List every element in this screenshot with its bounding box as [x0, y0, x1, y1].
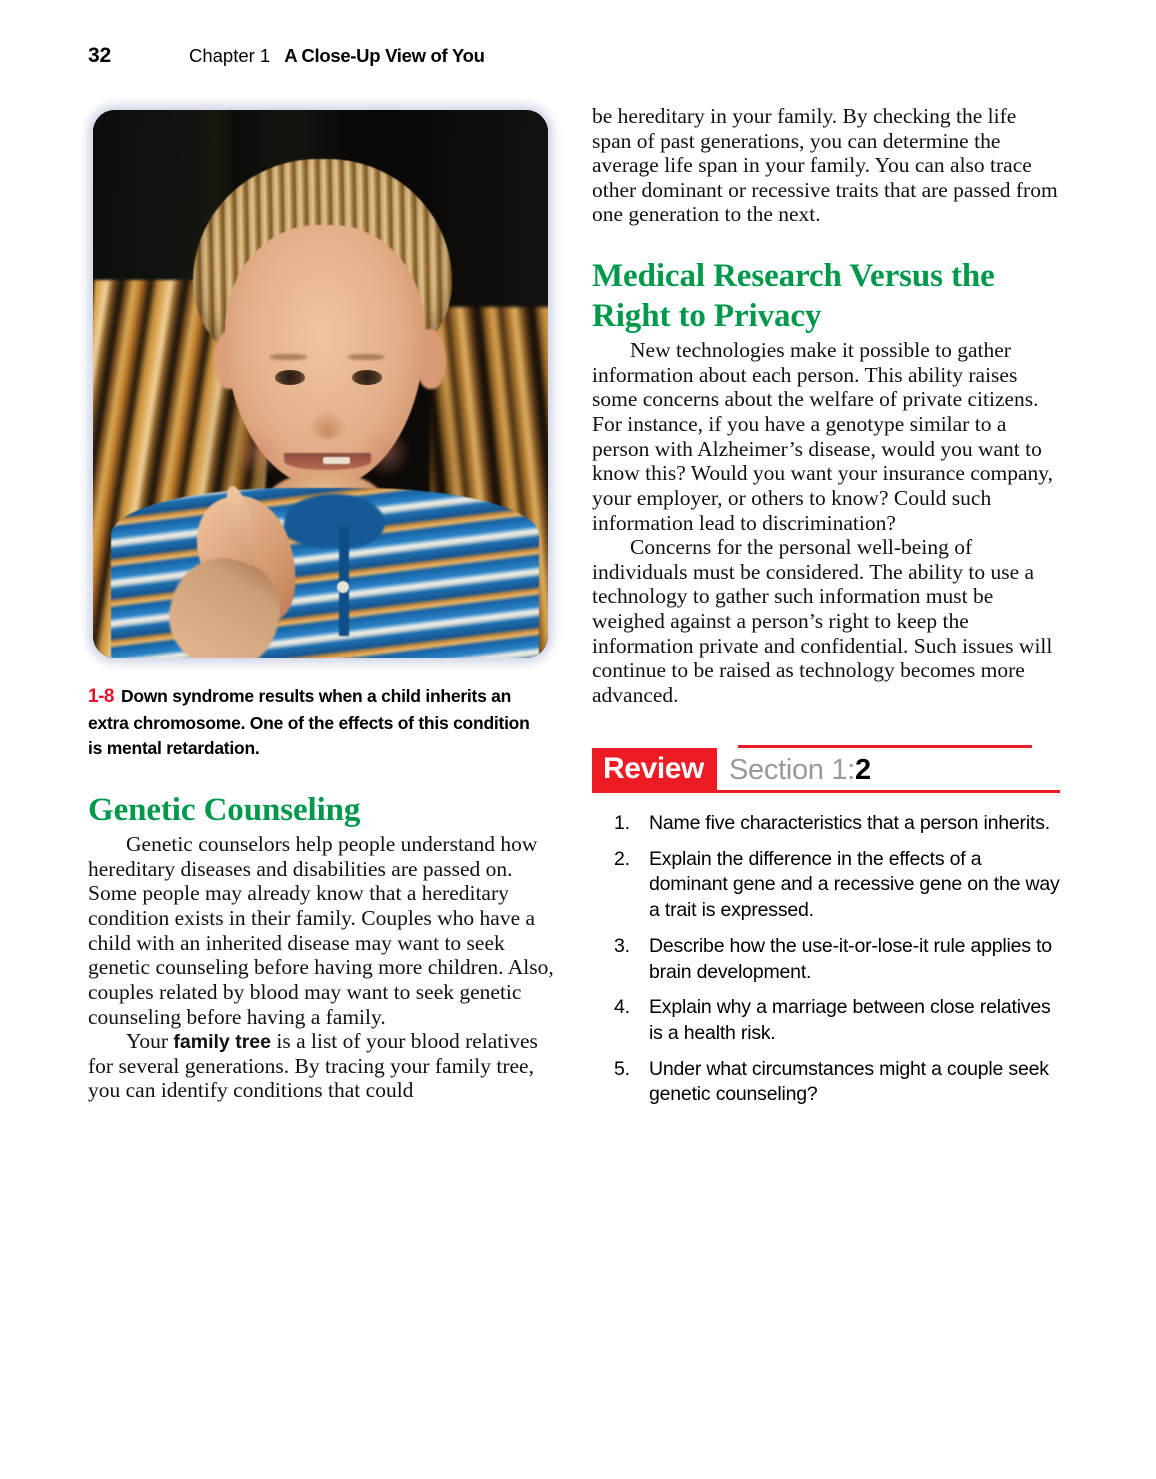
running-head [88, 44, 485, 68]
review-question-item: Explain why a marriage between close relatives is a health risk. [649, 996, 1051, 1045]
photo-child-brow-right [348, 354, 384, 360]
figure-caption-text: Down syndrome results when a child inherits an extra chromosome. One of the effects of this condition is mental retardation. [88, 686, 530, 758]
figure-1-8 [88, 104, 550, 662]
review-question-item: Under what circumstances might a couple seek genetic counseling? [649, 1057, 1049, 1106]
photo-shirt-collar [284, 494, 384, 549]
medical-research-heading: Medical Research Versus the Right to Privacy [592, 258, 995, 334]
chapter-label: Chapter 1 [188, 45, 271, 66]
photo-child-eye-left [275, 370, 305, 384]
photo-child-nose [309, 411, 345, 438]
review-question-item: Name five characteristics that a person inherits. [649, 811, 1050, 834]
review-section-label [717, 748, 871, 790]
review-section-text: Section 1: [729, 754, 855, 787]
family-tree-sentence-start: Your [126, 1029, 174, 1054]
review-tag-label: Review [592, 748, 717, 790]
genetic-counseling-paragraph-2 [88, 1029, 556, 1103]
child-photograph [93, 110, 548, 658]
photo-child-cheek-left [234, 428, 284, 477]
photo-child-eye-right [352, 370, 382, 384]
review-question-item: Explain the difference in the effects of a dominant gene and a recessive gene on the way a trait is expressed. [649, 847, 1060, 922]
chapter-title: A Close-Up View of You [284, 45, 485, 66]
key-term-family-tree: family tree [173, 1031, 271, 1054]
photo-child-teeth [323, 457, 350, 464]
figure-caption [88, 684, 536, 761]
review-banner [592, 748, 1060, 790]
family-tree-sentence-end: is a list of your blood relatives for several generations. By tracing your family tree, you can identify conditions that could [88, 1029, 538, 1103]
figure-photo-frame [93, 110, 548, 658]
review-section-number: 2 [854, 754, 871, 787]
figure-number: 1-8 [88, 686, 114, 707]
review-bottom-rule [592, 790, 1060, 793]
review-question-list [592, 811, 1060, 1108]
right-column [592, 104, 1060, 1118]
photo-shirt-button [337, 581, 349, 593]
medical-research-paragraph-1: New technologies make it possible to gather information about each person. This ability raises some concerns about the welfare of private citizens. For instance, if you have a genotype similar to a person with Alzheimer’s disease, would you want to know this? Would you want your insurance company, your employer, or others to know? Could such information lead to discrimination? [592, 338, 1054, 535]
continued-paragraph: be hereditary in your family. By checking the life span of past generations, you can determine the average life span in your family. You can also trace other dominant or recessive traits that are passed from one generation to the next. [592, 104, 1058, 227]
left-column [88, 104, 556, 1103]
genetic-counseling-heading: Genetic Counseling [88, 791, 361, 828]
photo-child-brow-left [270, 354, 306, 360]
genetic-counseling-paragraph-1: Genetic counselors help people understand how hereditary diseases and disabilities are passed on. Some people may already know that a hereditary condition exists in their family. Couples who have a child with an inherited disease may want to seek genetic counseling before having more children. Also, couples related by blood may want to seek genetic counseling before having a family. [88, 832, 554, 1029]
page-number: 32 [88, 44, 111, 67]
section-review-block [592, 745, 1060, 1108]
medical-research-paragraph-2: Concerns for the personal well-being of individuals must be considered. The ability to use a technology to gather such information must be weighed against a person’s right to keep the information private and confidential. Such issues will continue to be raised as technology becomes more advanced. [592, 535, 1053, 707]
review-question-item: Describe how the use-it-or-lose-it rule applies to brain development. [649, 934, 1052, 983]
